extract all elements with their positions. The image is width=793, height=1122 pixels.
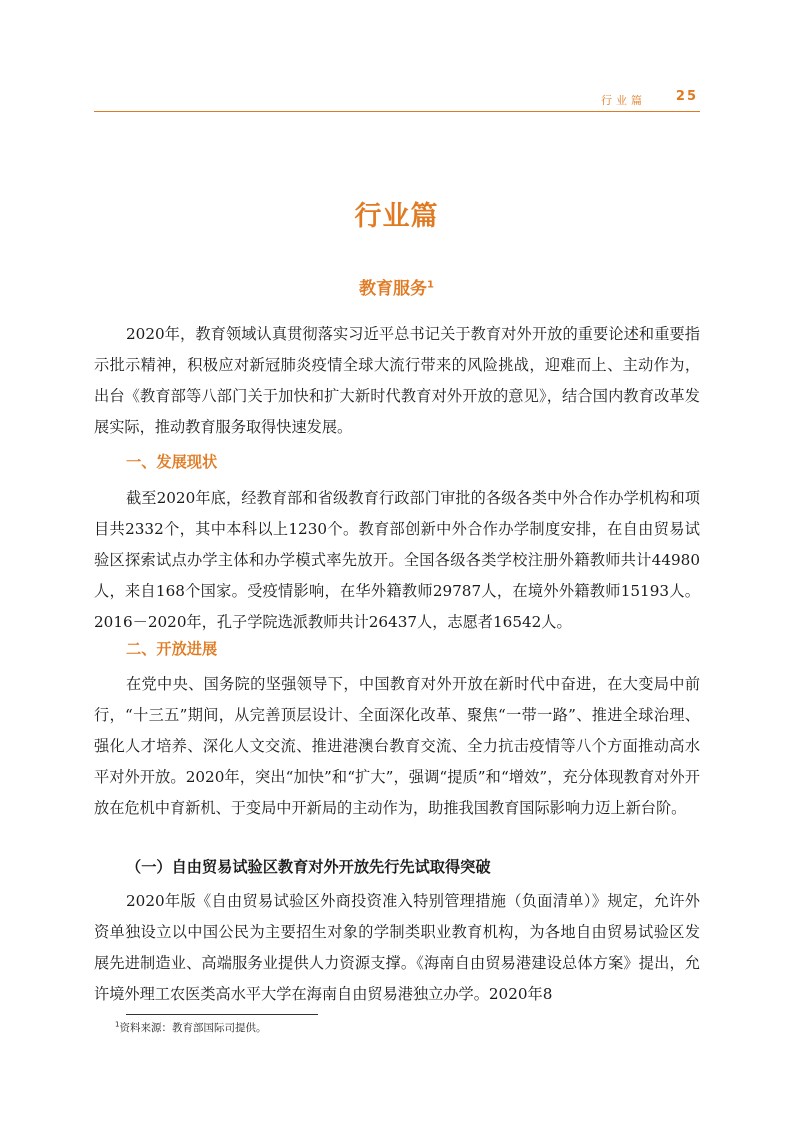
heading-development-status: 一、发展现状 <box>126 453 218 471</box>
header-rule <box>94 111 700 112</box>
section-title-text: 教育服务 <box>359 279 428 299</box>
intro-paragraph: 2020年，教育领域认真贯彻落实习近平总书记关于教育对外开放的重要论述和重要指示批示精神，积极应对新冠肺炎疫情全球大流行带来的风险挑战，迎难而上、主动作为，出台《教育部等八部门关于加快和扩大新时代教育对外开放的意见》，结合国内教育改革发展实际，推动教育服务取得快速发展。 <box>94 325 700 436</box>
heading-opening-progress: 二、开放进展 <box>126 640 218 658</box>
section-title <box>0 274 793 299</box>
page-number: 25 <box>675 89 698 104</box>
header-section-title: 行业篇 <box>601 94 646 107</box>
footnote-ref: 1 <box>427 279 434 291</box>
status-paragraph: 截至2020年底，经教育部和省级教育行政部门审批的各级各类中外合作办学机构和项目共2332个，其中本科以上1230个。教育部创新中外合作办学制度安排，在自由贸易试验区探索试点办学主体和办学模式率先放开。全国各级各类学校注册外籍教师共计44980人，来自168个国家。受疫情影响，在华外籍教师29787人，在境外外籍教师15193人。2016－2020年，孔子学院选派教师共计26437人，志愿者16542人。 <box>94 489 700 631</box>
footnote <box>115 1020 266 1035</box>
ftz-paragraph: 2020年版《自由贸易试验区外商投资准入特别管理措施（负面清单）》规定，允许外资单独设立以中国公民为主要招生对象的学制类职业教育机构，为各地自由贸易试验区发展先进制造业、高端服务业提供人力资源支撑。《海南自由贸易港建设总体方案》提出，允许境外理工农医类高水平大学在海南自由贸易港独立办学。2020年8 <box>94 892 700 1003</box>
footnote-mark: 1 <box>115 1020 120 1029</box>
chapter-title: 行业篇 <box>354 201 439 232</box>
progress-paragraph: 在党中央、国务院的坚强领导下，中国教育对外开放在新时代中奋进，在大变局中前行，“十三五”期间，从完善顶层设计、全面深化改革、聚焦“一带一路”、推进全球治理、强化人才培养、深化人文交流、推进港澳台教育交流、全力抗击疫情等八个方面推动高水平对外开放。2020年，突出“加快”和“扩大”，强调“提质”和“增效”，充分体现教育对外开放在危机中育新机、于变局中开新局的主动作为，助推我国教育国际影响力迈上新台阶。 <box>94 675 700 817</box>
footnote-rule <box>126 1014 318 1015</box>
subheading-ftz: （一）自由贸易试验区教育对外开放先行先试取得突破 <box>126 858 491 876</box>
footnote-text: 资料来源：教育部国际司提供。 <box>119 1022 267 1034</box>
running-header <box>94 90 700 111</box>
